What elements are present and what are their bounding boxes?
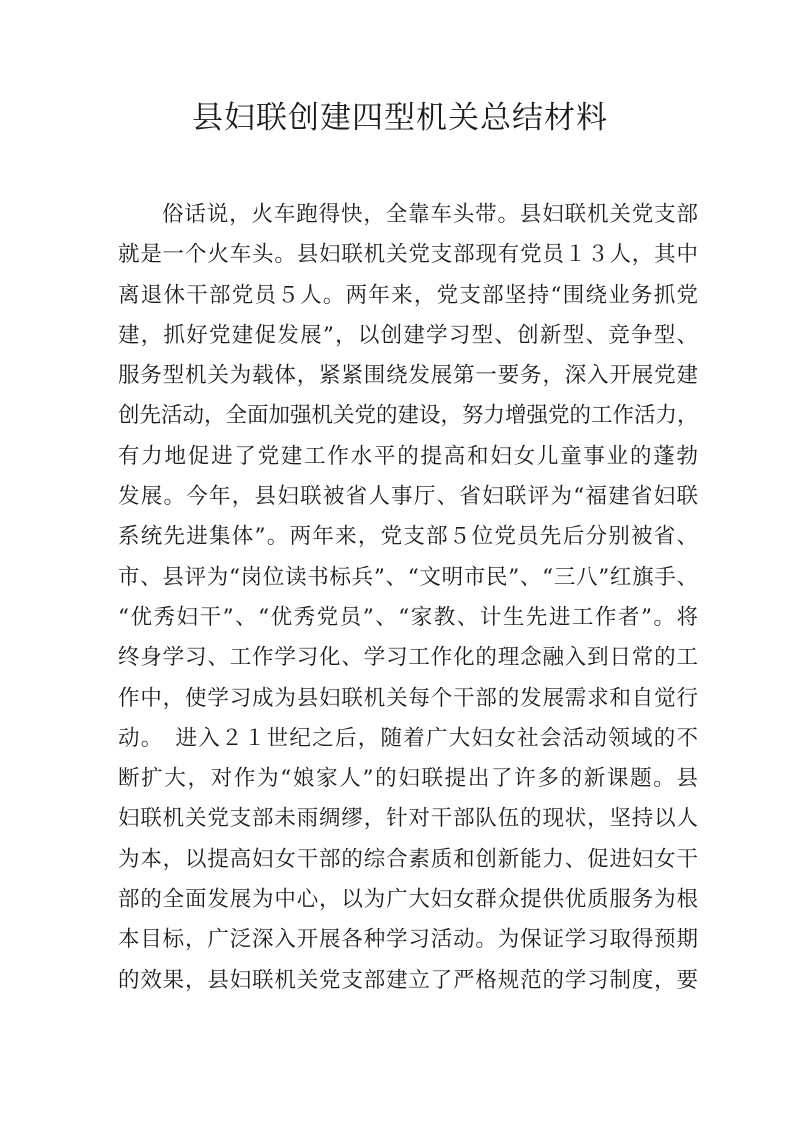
body-line-15: 断扩大，对作为“娘家人”的妇联提出了许多的新课题。县 [118,766,698,792]
document-body [118,195,698,1001]
body-line-7: 有力地促进了党建工作水平的提高和妇女儿童事业的蓬勃 [118,443,698,469]
body-line-19: 本目标，广泛深入开展各种学习活动。为保证学习取得预期 [118,927,698,953]
body-line-20: 的效果，县妇联机关党支部建立了严格规范的学习制度，要 [118,967,698,993]
body-line-16: 妇联机关党支部未雨绸缪，针对干部队伍的现状，坚持以人 [118,806,698,832]
body-line-9: 系统先进集体”。两年来，党支部５位党员先后分别被省、 [118,524,698,550]
body-line-11: “优秀妇干”、“优秀党员”、“家教、计生先进工作者”。将 [118,604,698,630]
body-line-17: 为本，以提高妇女干部的综合素质和创新能力、促进妇女干 [118,846,698,872]
body-line-4: 建，抓好党建促发展”，以创建学习型、创新型、竞争型、 [118,322,698,348]
body-line-2: 就是一个火车头。县妇联机关党支部现有党员１３人，其中 [118,242,698,268]
body-line-10: 市、县评为“岗位读书标兵”、“文明市民”、“三八”红旗手、 [118,564,698,590]
body-line-3: 离退休干部党员５人。两年来，党支部坚持“围绕业务抓党 [118,282,698,308]
body-line-18: 部的全面发展为中心，以为广大妇女群众提供优质服务为根 [118,887,698,913]
body-line-8: 发展。今年，县妇联被省人事厅、省妇联评为“福建省妇联 [118,484,698,510]
body-line-5: 服务型机关为载体，紧紧围绕发展第一要务，深入开展党建 [118,363,698,389]
body-line-12: 终身学习、工作学习化、学习工作化的理念融入到日常的工 [118,645,698,671]
body-line-1: 俗话说，火车跑得快，全靠车头带。县妇联机关党支部 [162,202,698,227]
body-line-13: 作中，使学习成为县妇联机关每个干部的发展需求和自觉行 [118,685,698,711]
body-line-14: 动。 进入２１世纪之后，随着广大妇女社会活动领域的不 [118,725,698,751]
body-line-6: 创先活动，全面加强机关党的建设，努力增强党的工作活力， [118,403,699,429]
document-title: 县妇联创建四型机关总结材料 [192,100,608,136]
